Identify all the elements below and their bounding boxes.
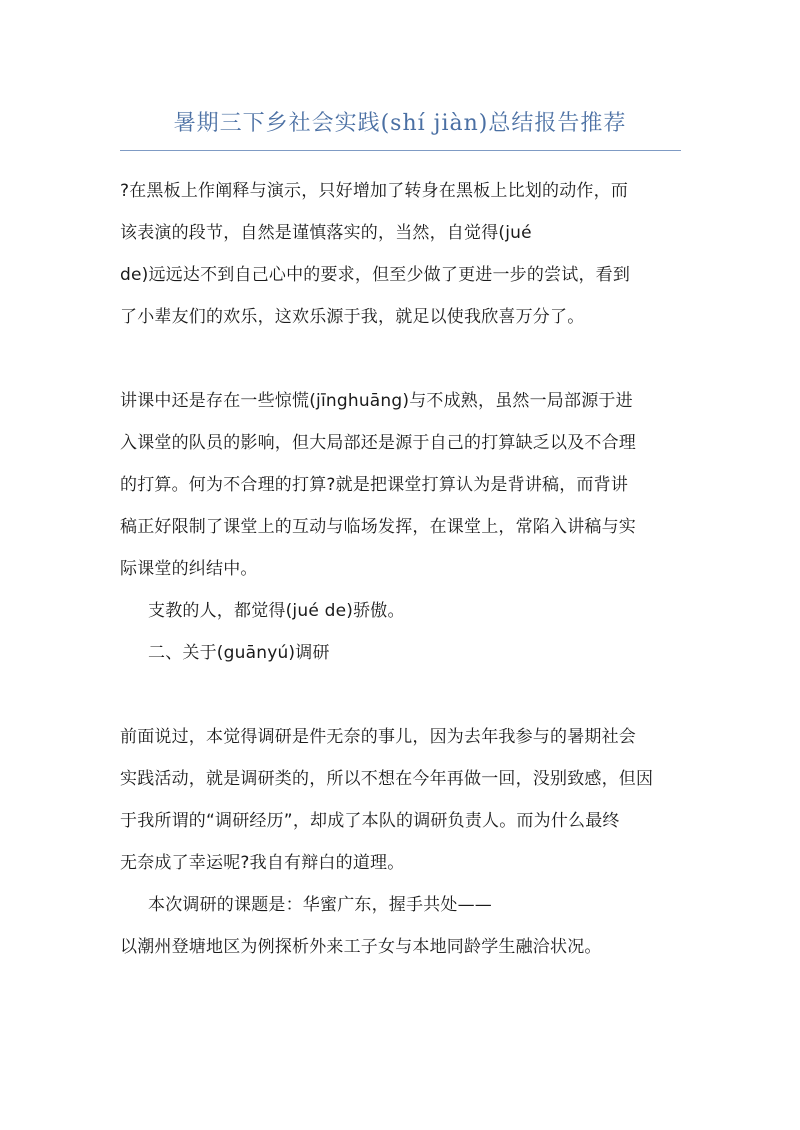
paragraph-line: 前面说过，本觉得调研是件无奈的事儿，因为去年我参与的暑期社会 bbox=[120, 727, 636, 747]
title-underline bbox=[120, 150, 681, 151]
paragraph-line: 该表演的段节，自然是谨慎落实的，当然，自觉得(jué bbox=[120, 223, 532, 243]
paragraph-line: 稿正好限制了课堂上的互动与临场发挥，在课堂上，常陷入讲稿与实 bbox=[120, 517, 636, 537]
section-heading: 二、关于(guānyú)调研 bbox=[148, 643, 330, 663]
paragraph-line: 讲课中还是存在一些惊慌(jīnghuāng)与不成熟，虽然一局部源于进 bbox=[120, 391, 633, 411]
paragraph-line: de)远远达不到自己心中的要求，但至少做了更进一步的尝试，看到 bbox=[120, 265, 631, 285]
paragraph-line: 以潮州登塘地区为例探析外来工子女与本地同龄学生融洽状况。 bbox=[120, 937, 602, 957]
document-title: 暑期三下乡社会实践(shí jiàn)总结报告推荐 bbox=[173, 111, 627, 136]
paragraph-line: 实践活动，就是调研类的，所以不想在今年再做一回，没别致感，但因 bbox=[120, 769, 654, 789]
paragraph-line: 无奈成了幸运呢?我自有辩白的道理。 bbox=[120, 853, 405, 873]
paragraph-line: 际课堂的纠结中。 bbox=[120, 559, 258, 579]
paragraph-line: ?在黑板上作阐释与演示，只好增加了转身在黑板上比划的动作，而 bbox=[120, 181, 629, 201]
paragraph-line: 本次调研的课题是：华蜜广东，握手共处—— bbox=[148, 895, 492, 915]
paragraph-line: 入课堂的队员的影响，但大局部还是源于自己的打算缺乏以及不合理 bbox=[120, 433, 636, 453]
paragraph-line: 的打算。何为不合理的打算?就是把课堂打算认为是背讲稿，而背讲 bbox=[120, 475, 629, 495]
paragraph-line: 了小辈友们的欢乐，这欢乐源于我，就足以使我欣喜万分了。 bbox=[120, 307, 585, 327]
paragraph-line: 于我所谓的“调研经历”，却成了本队的调研负责人。而为什么最终 bbox=[120, 811, 620, 831]
paragraph-line: 支教的人，都觉得(jué de)骄傲。 bbox=[148, 601, 405, 621]
